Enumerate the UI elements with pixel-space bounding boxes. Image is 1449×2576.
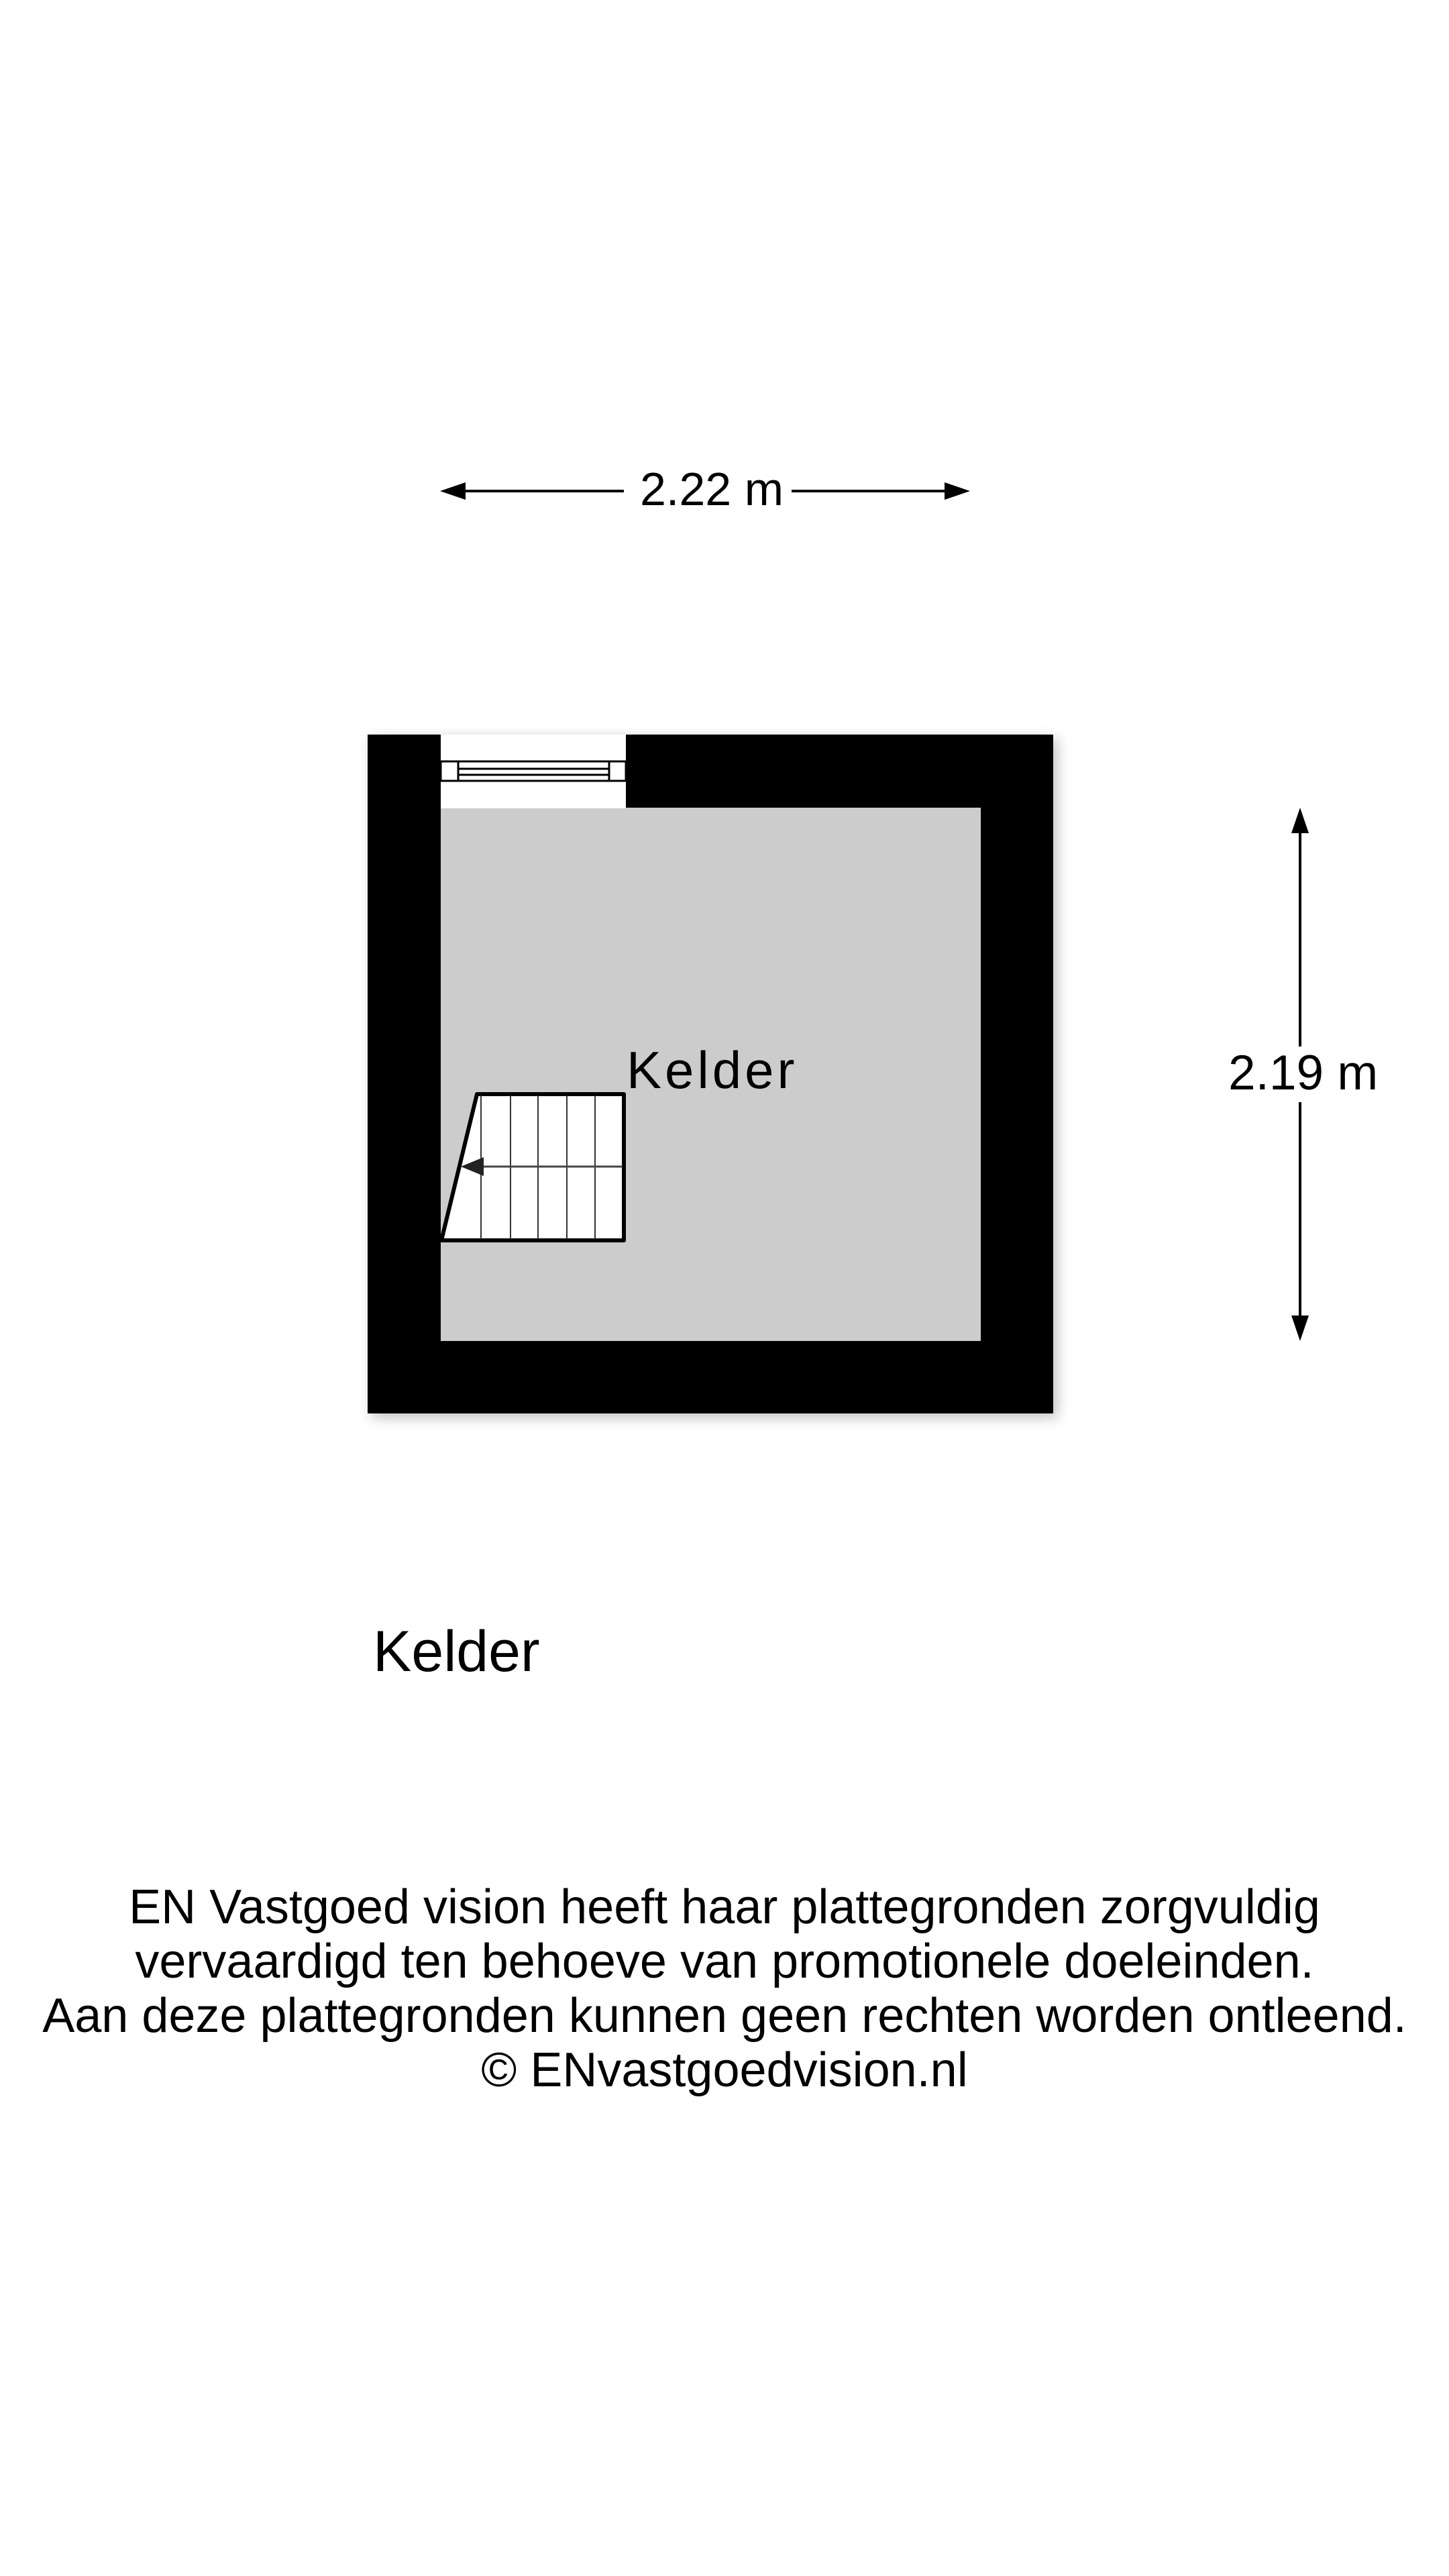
disclaimer-line: vervaardigd ten behoeve van promotionele doeleinden.	[135, 1935, 1314, 1988]
disclaimer-line: Aan deze plattegronden kunnen geen rechten worden ontleend.	[42, 1989, 1407, 2043]
room-label: Kelder	[627, 1040, 798, 1099]
disclaimer	[0, 1880, 1449, 2098]
disclaimer-line: EN Vastgoed vision heeft haar plattegronden zorgvuldig	[129, 1880, 1320, 1934]
floor-title: Kelder	[373, 1619, 540, 1684]
window	[441, 735, 626, 808]
width-dimension-label: 2.22 m	[640, 463, 784, 515]
copyright-line: © ENvastgoedvision.nl	[481, 2043, 968, 2097]
height-dimension-label: 2.19 m	[1228, 1046, 1379, 1100]
